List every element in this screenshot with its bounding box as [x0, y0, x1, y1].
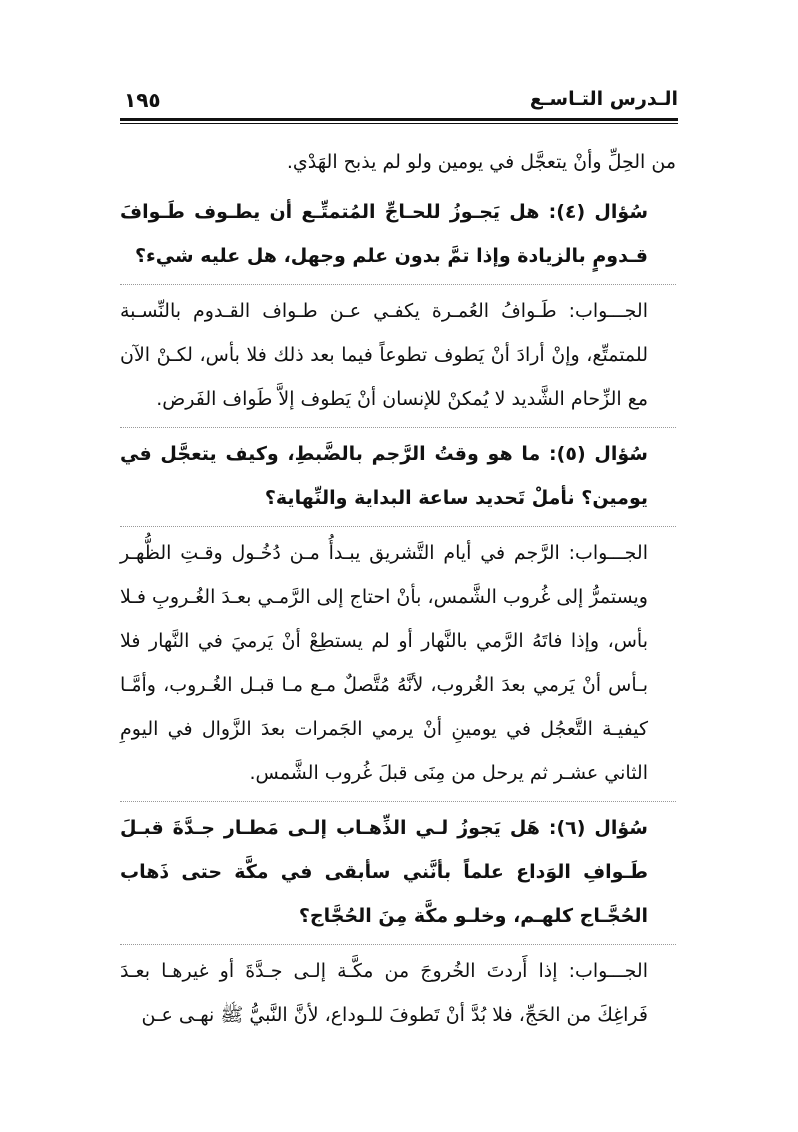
- answer-4: الجـــواب: طَـوافُ العُمـرة يكفـي عـن طـواف القـدوم بالنِّسـبة للمتمتِّع، وإنْ أرادَ أنْ يَطوف تطوعاً فيما بعد ذلك فلا بأس، لكـنْ الآن مع الزِّحام الشَّديد لا يُمكنْ للإنسان أنْ يَطوف إلاَّ طَواف الفَرض.: [120, 300, 648, 410]
- body-text: [120, 140, 676, 1043]
- page-number: ١٩٥: [124, 88, 161, 112]
- chapter-title: الـدرس التـاسـع: [529, 88, 678, 110]
- header-rule-thin: [120, 123, 678, 124]
- header-rule: [120, 118, 678, 121]
- separator: [120, 944, 676, 945]
- separator: [120, 427, 676, 428]
- answer-6: الجـــواب: إذا أَردتَ الخُروجَ من مكَّـة إلـى جـدَّةَ أو غيرهـا بعـدَ فَراغِكَ من الحَجِّ، فلا بُدَّ أنْ تَطوفَ للـوداع، لأنَّ النَّبيُّ ﷺ نهـى عـن: [120, 960, 648, 1026]
- answer-5: الجـــواب: الرَّجم في أيام التَّشريق يبـدأُ مـن دُخُـول وقـتِ الظُّهـر ويستمرُّ إلى غُروب الشَّمس، بأنْ احتاج إلى الرَّمـي بعـدَ الغُـروبِ فـلا بأس، وإذا فاتَهُ الرَّمي بالنَّهار أو لم يستطِعْ أنْ يَرميَ في النَّهار فلا بـأس أنْ يَرمي بعدَ الغُروب، لأنَّهُ مُتَّصلٌ مـع مـا قبـل الغُـروب، وأمَّـا كيفيـة التَّعجُل في يومينِ أنْ يرمي الجَمرات بعدَ الزَّوال في اليومِ الثاني عشـر ثم يرحل من مِنَى قبلَ غُروب الشَّمس.: [120, 542, 648, 784]
- page-header: [120, 88, 678, 118]
- question-4: سُؤال (٤): هل يَجـوزُ للحـاجِّ المُتمتِّـع أن يطـوف طَـوافَ قـدومٍ بالزيادة وإذا تمَّ بدون علم وجهل، هل عليه شيء؟: [120, 201, 648, 267]
- separator: [120, 801, 676, 802]
- separator: [120, 526, 676, 527]
- question-5: سُؤال (٥): ما هو وقتُ الرَّجم بالضَّبطِ، وكيف يتعجَّل في يومين؟ نأملْ تَحديد ساعة البداية والنِّهاية؟: [120, 443, 648, 509]
- paragraph-continuation: من الحِلِّ وأنْ يتعجَّل في يومين ولو لم يذبح الهَدْي.: [286, 151, 676, 173]
- question-6: سُؤال (٦): هَل يَجوزُ لـي الذِّهـاب إلـى مَطـار جـدَّةَ قبـلَ طَـوافِ الوَداع علماً بأنَّني سأبقى في مكَّة حتى ذَهاب الحُجَّـاج كلهـم، وخلـو مكَّة مِنَ الحُجَّاج؟: [120, 817, 648, 927]
- separator: [120, 284, 676, 285]
